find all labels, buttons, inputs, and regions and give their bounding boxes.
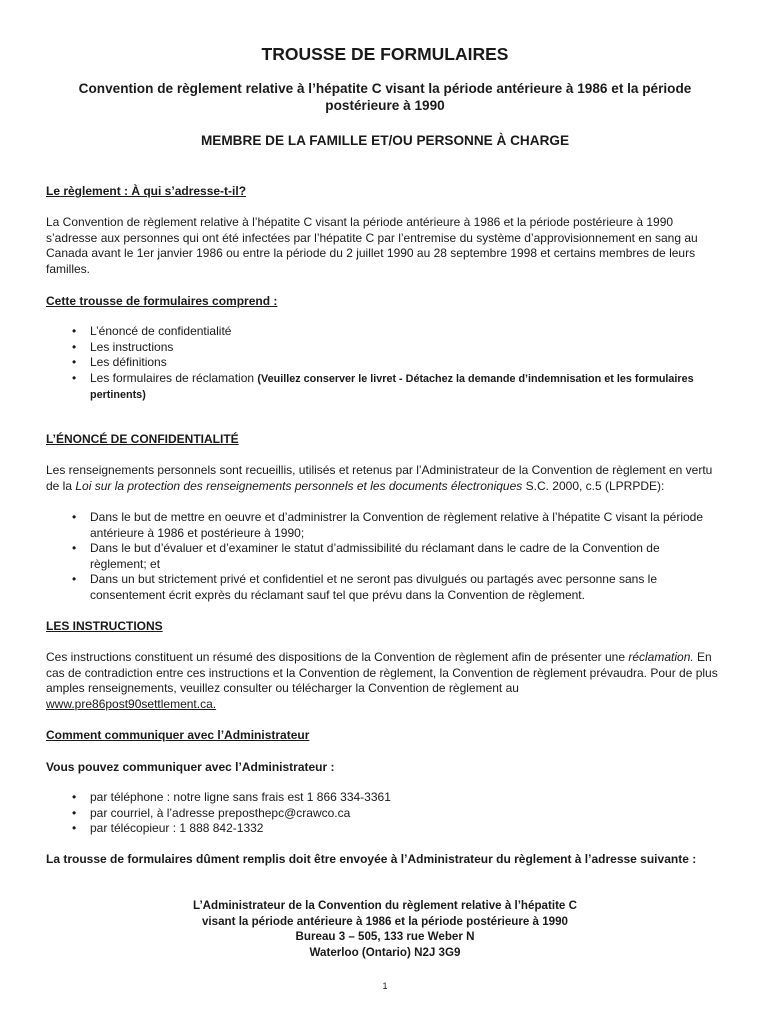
list-item: • Les instructions xyxy=(72,339,174,354)
send-instruction: La trousse de formulaires dûment remplis doit être envoyée à l’Administrateur du règlement à l’adresse suivante : xyxy=(46,852,697,866)
address-line: Bureau 3 – 505, 133 rue Weber N xyxy=(295,930,475,943)
page-number: 1 xyxy=(382,981,388,991)
reglement-heading: Le règlement : À qui s’adresse-t-il? xyxy=(46,184,247,198)
page-title: TROUSSE DE FORMULAIRES xyxy=(261,44,509,64)
confidentiality-list xyxy=(46,510,706,603)
contact-lead: Vous pouvez communiquer avec l’Administrateur : xyxy=(46,760,335,774)
list-item: • Dans un but strictement privé et confidentiel et ne seront pas divulgués ou partagés avec personne sans le consentement écrit exprès du réclamant sauf tel que prévu dans la Convention de règlement. xyxy=(72,572,658,602)
list-item: • L’énoncé de confidentialité xyxy=(72,324,232,338)
list-item: • par télécopieur : 1 888 842-1332 xyxy=(72,821,264,835)
address-line: Waterloo (Ontario) N2J 3G9 xyxy=(309,945,461,959)
list-item: • Les formulaires de réclamation (Veuillez conserver le livret - Détachez la demande d’indemnisation et les formulaires pertinents) xyxy=(72,370,694,401)
page-audience: MEMBRE DE LA FAMILLE ET/OU PERSONNE À CHARGE xyxy=(200,133,570,148)
address-line: visant la période antérieure à 1986 et la période postérieure à 1990 xyxy=(201,914,569,928)
instructions-heading: LES INSTRUCTIONS xyxy=(46,619,163,633)
law-title: Loi sur la protection des renseignements personnels et les documents électroniques xyxy=(75,478,523,493)
administrator-address xyxy=(0,898,770,960)
page-subtitle: Convention de règlement relative à l’hépatite C visant la période antérieure à 1986 et la période postérieure à 1990 xyxy=(78,81,692,113)
confidentiality-heading: L’ÉNONCÉ DE CONFIDENTIALITÉ xyxy=(46,432,239,446)
list-item: • Dans le but d’évaluer et d’examiner le statut d’admissibilité du réclamant dans le cadre de la Convention de règlement; et xyxy=(72,541,660,571)
address-line: L’Administrateur de la Convention du règlement relative à l’hépatite C xyxy=(193,899,577,912)
list-item: • Dans le but de mettre en oeuvre et d’administrer la Convention de règlement relative à l’hépatite C visant la période antérieure à 1986 et postérieure à 1990; xyxy=(72,510,704,540)
settlement-website-link[interactable]: www.pre86post90settlement.ca. xyxy=(46,696,217,711)
list-item: • par courriel, à l’adresse preposthepc@crawco.ca xyxy=(72,805,351,820)
list-item: • par téléphone : notre ligne sans frais est 1 866 334-3361 xyxy=(72,790,391,804)
confidentiality-intro: Les renseignements personnels sont recueillis, utilisés et retenus par l’Administrateur de la Convention de règlement en vertu de la Loi sur la protection des renseignements personnels et les documents électroniques S.C. 2000, c.5 (LPRPDE): xyxy=(46,463,713,493)
reglement-body: La Convention de règlement relative à l’hépatite C visant la période antérieure à 1986 et la période postérieure à 1990 s’adresse aux personnes qui ont été infectées par l’hépatite C par l’entremise du système d’approvisionnement en sang au Canada avant le 1er janvier 1986 ou entre la période du 2 juillet 1990 au 28 septembre 1998 et certains membres de leurs familles. xyxy=(46,215,698,276)
instructions-body: Ces instructions constituent un résumé des dispositions de la Convention de règlement afin de présenter une réclamation. En cas de contradiction entre ces instructions et la Convention de règlement, la Convention de règlement prévaudra. Pour de plus amples renseignements, veuillez consulter ou télécharger la Convention de règlement au www.pre86post90settlement.ca. xyxy=(46,650,718,711)
list-item: • Les définitions xyxy=(72,355,167,369)
contact-list xyxy=(46,790,706,837)
contact-heading: Comment communiquer avec l’Administrateur xyxy=(46,728,310,742)
contents-heading: Cette trousse de formulaires comprend : xyxy=(46,294,278,308)
contents-list xyxy=(46,324,706,404)
contents-note: (Veuillez conserver le livret - Détachez la demande d’indemnisation et les formulaires pertinents) xyxy=(90,372,694,401)
